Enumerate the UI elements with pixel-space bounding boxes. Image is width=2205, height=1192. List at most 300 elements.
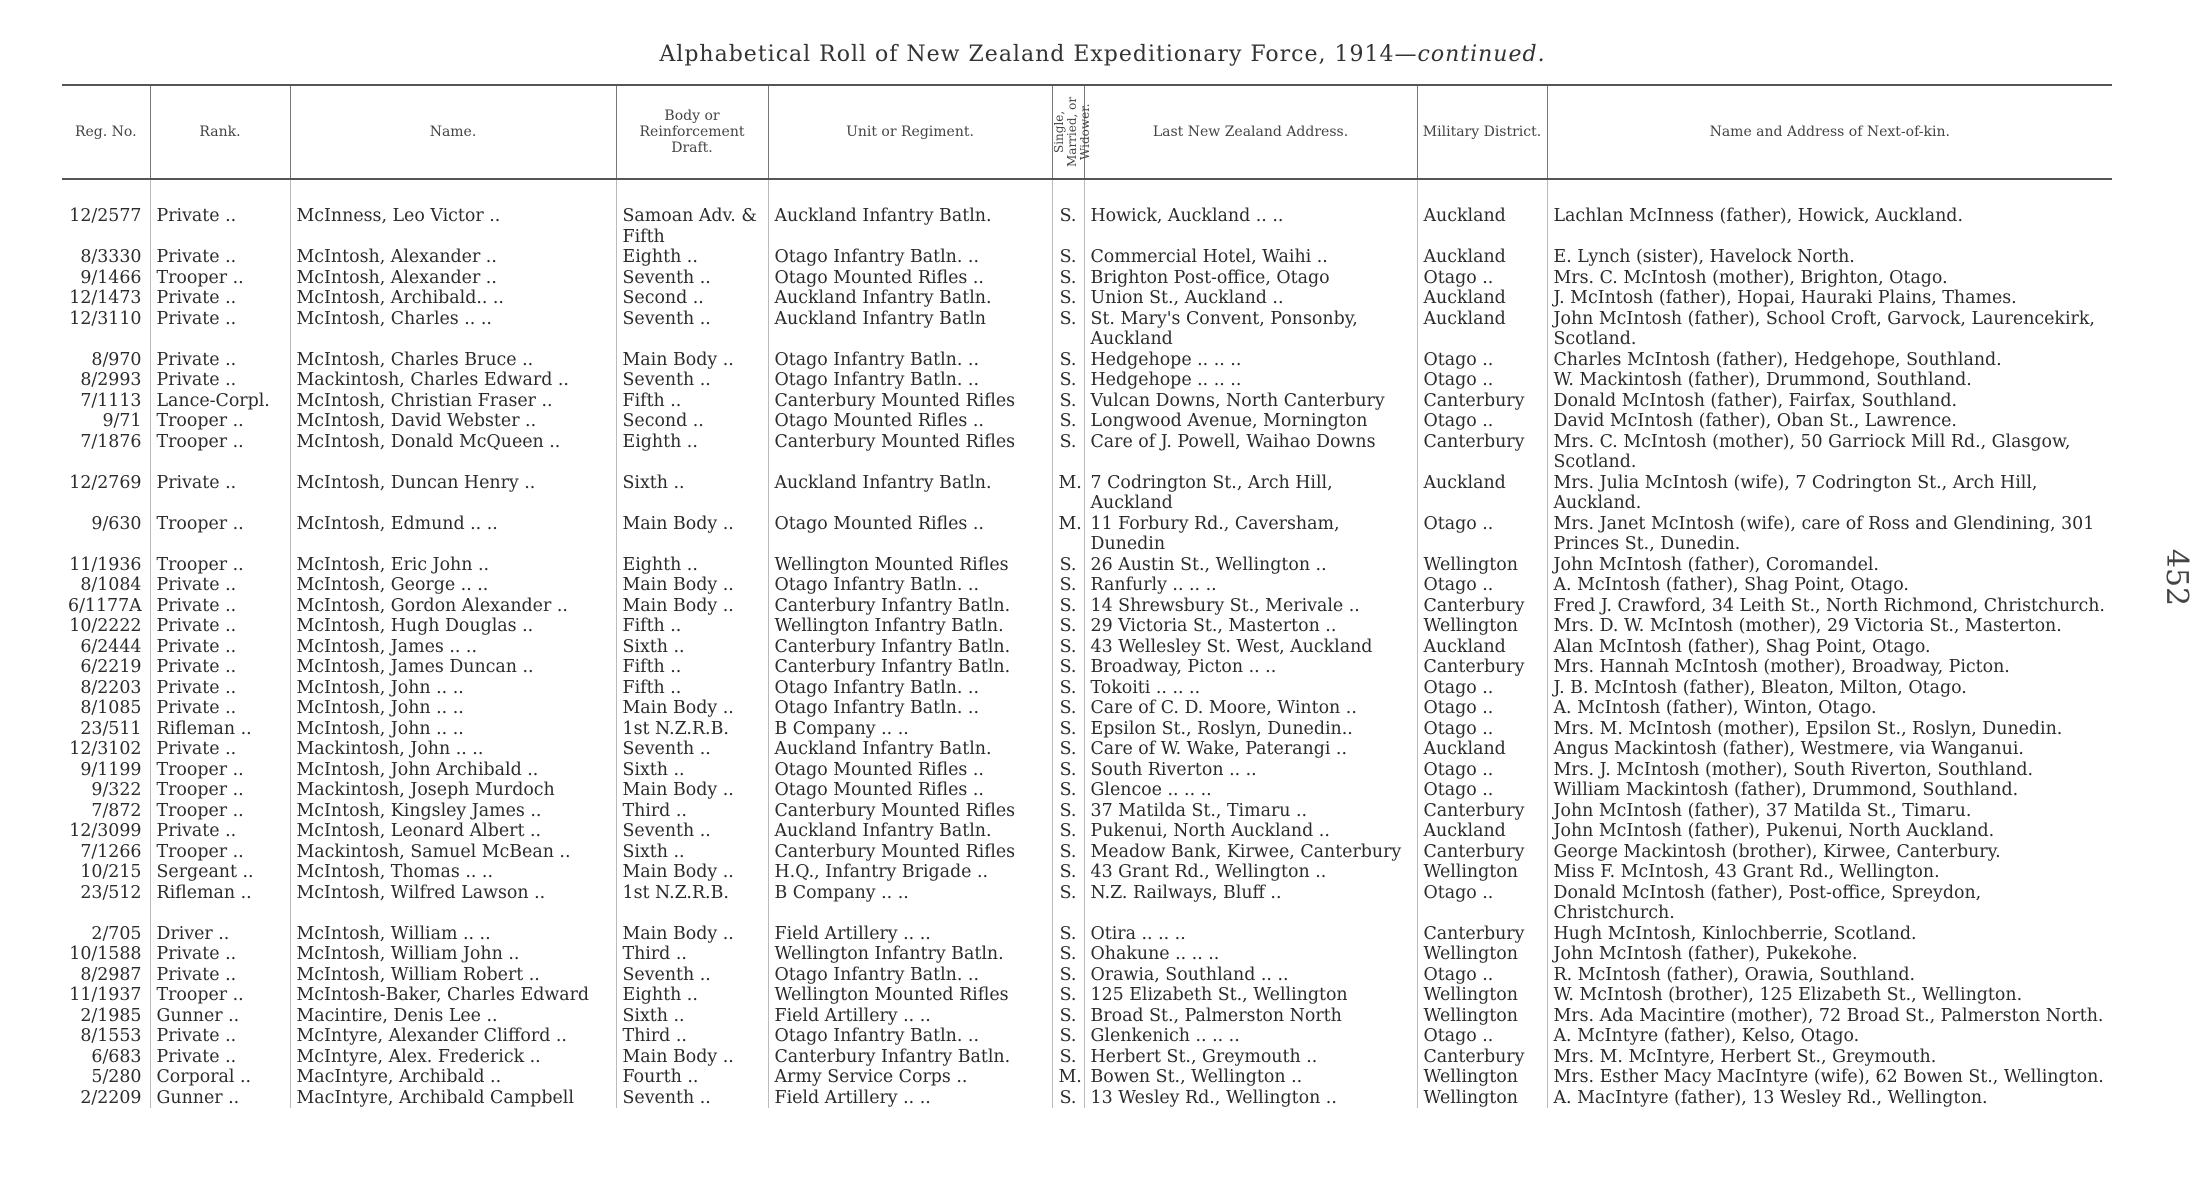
title-main: Alphabetical Roll of New Zealand Expeditionary Force, 1914— — [659, 42, 1418, 67]
cell-next-of-kin: W. McIntosh (brother), 125 Elizabeth St., Wellington. — [1547, 985, 2112, 1006]
cell-draft: Main Body .. — [616, 514, 768, 555]
header-name: Name. — [290, 85, 616, 179]
roll-table — [62, 84, 2112, 1108]
cell-district: Otago .. — [1417, 350, 1547, 371]
cell-reg-no: 6/683 — [91, 1046, 142, 1067]
cell-name: McIntosh, Archibald.. .. — [290, 288, 616, 309]
cell-address: Pukenui, North Auckland .. — [1084, 821, 1417, 842]
roll-body — [62, 179, 2112, 1108]
table-row — [62, 1067, 2112, 1088]
cell-marital: S. — [1052, 247, 1084, 268]
cell-district: Canterbury — [1417, 801, 1547, 822]
cell-reg-no: 5/280 — [91, 1067, 142, 1087]
cell-marital: S. — [1052, 596, 1084, 617]
cell-marital: S. — [1052, 1026, 1084, 1047]
table-row — [62, 370, 2112, 391]
cell-unit: Otago Infantry Batln. .. — [768, 1026, 1052, 1047]
cell-reg-no: 8/2987 — [80, 964, 142, 985]
cell-draft: Eighth .. — [616, 985, 768, 1006]
cell-name: Macintire, Denis Lee .. — [290, 1006, 616, 1027]
cell-marital: S. — [1052, 944, 1084, 965]
table-row — [62, 247, 2112, 268]
cell-marital: S. — [1052, 821, 1084, 842]
cell-draft: Third .. — [616, 944, 768, 965]
cell-address: Union St., Auckland .. — [1084, 288, 1417, 309]
cell-address: 37 Matilda St., Timaru .. — [1084, 801, 1417, 822]
cell-rank: Private .. — [150, 350, 290, 371]
cell-unit: Otago Infantry Batln. .. — [768, 965, 1052, 986]
cell-marital: S. — [1052, 288, 1084, 309]
cell-name: McIntosh, Alexander .. — [290, 268, 616, 289]
cell-unit: Canterbury Mounted Rifles — [768, 842, 1052, 863]
table-row — [62, 309, 2112, 350]
cell-name: McIntosh, William John .. — [290, 944, 616, 965]
cell-draft: Main Body .. — [616, 596, 768, 617]
cell-unit: Canterbury Mounted Rifles — [768, 801, 1052, 822]
cell-marital: S. — [1052, 268, 1084, 289]
cell-next-of-kin: A. MacIntyre (father), 13 Wesley Rd., Wellington. — [1547, 1088, 2112, 1109]
cell-next-of-kin: William Mackintosh (father), Drummond, Southland. — [1547, 780, 2112, 801]
cell-marital: S. — [1052, 309, 1084, 350]
cell-rank: Trooper .. — [150, 801, 290, 822]
cell-next-of-kin: Mrs. Janet McIntosh (wife), care of Ross and Glendining, 301 Princes St., Dunedin. — [1547, 514, 2112, 555]
cell-reg-no: 8/1553 — [80, 1026, 142, 1046]
table-row — [62, 350, 2112, 371]
cell-marital: S. — [1052, 575, 1084, 596]
cell-draft: Fifth .. — [616, 616, 768, 637]
cell-reg-no: 8/3330 — [80, 247, 142, 267]
cell-marital: S. — [1052, 637, 1084, 658]
table-row — [62, 965, 2112, 986]
cell-rank: Private .. — [150, 698, 290, 719]
cell-rank: Rifleman .. — [150, 719, 290, 740]
cell-draft: Fifth .. — [616, 391, 768, 412]
cell-next-of-kin: A. McIntyre (father), Kelso, Otago. — [1547, 1026, 2112, 1047]
cell-draft: Main Body .. — [616, 780, 768, 801]
cell-address: Meadow Bank, Kirwee, Canterbury — [1084, 842, 1417, 863]
cell-draft: Fifth .. — [616, 657, 768, 678]
cell-next-of-kin: Alan McIntosh (father), Shag Point, Otago. — [1547, 637, 2112, 658]
cell-name: McIntosh, Thomas .. .. — [290, 862, 616, 883]
table-row — [62, 596, 2112, 617]
cell-unit: Auckland Infantry Batln. — [768, 473, 1052, 514]
cell-rank: Private .. — [150, 596, 290, 617]
cell-address: 14 Shrewsbury St., Merivale .. — [1084, 596, 1417, 617]
cell-next-of-kin: Mrs. C. McIntosh (mother), Brighton, Otago. — [1547, 268, 2112, 289]
cell-name: McIntosh, Charles .. .. — [290, 309, 616, 350]
cell-draft: Eighth .. — [616, 432, 768, 473]
cell-next-of-kin: Mrs. D. W. McIntosh (mother), 29 Victoria St., Masterton. — [1547, 616, 2112, 637]
cell-unit: Otago Mounted Rifles .. — [768, 268, 1052, 289]
cell-name: Mackintosh, Joseph Murdoch — [290, 780, 616, 801]
cell-marital: S. — [1052, 801, 1084, 822]
table-row — [62, 1088, 2112, 1109]
cell-draft: Third .. — [616, 801, 768, 822]
cell-draft: Sixth .. — [616, 473, 768, 514]
header-draft: Body or Reinforcement Draft. — [616, 85, 768, 179]
cell-unit: Canterbury Mounted Rifles — [768, 391, 1052, 412]
cell-marital: S. — [1052, 719, 1084, 740]
header-marital — [1051, 85, 1092, 179]
cell-address: Vulcan Downs, North Canterbury — [1084, 391, 1417, 412]
table-row — [62, 698, 2112, 719]
table-row — [62, 801, 2112, 822]
table-row — [62, 944, 2112, 965]
cell-unit: Wellington Mounted Rifles — [768, 985, 1052, 1006]
cell-district: Wellington — [1417, 1088, 1547, 1109]
cell-rank: Private .. — [150, 206, 290, 247]
cell-unit: Army Service Corps .. — [768, 1067, 1052, 1088]
cell-reg-no: 12/3110 — [69, 308, 142, 329]
cell-draft: Seventh .. — [616, 821, 768, 842]
cell-draft: Seventh .. — [616, 739, 768, 760]
cell-draft: Eighth .. — [616, 555, 768, 576]
cell-next-of-kin: Mrs. M. McIntyre, Herbert St., Greymouth. — [1547, 1047, 2112, 1068]
cell-district: Wellington — [1417, 616, 1547, 637]
cell-address: Orawia, Southland .. .. — [1084, 965, 1417, 986]
cell-rank: Private .. — [150, 1047, 290, 1068]
table-row — [62, 432, 2112, 473]
cell-draft: 1st N.Z.R.B. — [616, 719, 768, 740]
cell-rank: Private .. — [150, 616, 290, 637]
cell-name: McIntosh, James Duncan .. — [290, 657, 616, 678]
cell-marital: S. — [1052, 555, 1084, 576]
cell-district: Canterbury — [1417, 391, 1547, 412]
cell-district: Auckland — [1417, 739, 1547, 760]
cell-rank: Trooper .. — [150, 432, 290, 473]
cell-next-of-kin: Mrs. Ada Macintire (mother), 72 Broad St., Palmerston North. — [1547, 1006, 2112, 1027]
cell-rank: Private .. — [150, 739, 290, 760]
cell-draft: Sixth .. — [616, 637, 768, 658]
cell-marital: S. — [1052, 657, 1084, 678]
cell-reg-no: 7/1876 — [80, 431, 142, 452]
cell-next-of-kin: Lachlan McInness (father), Howick, Auckland. — [1547, 206, 2112, 247]
cell-draft: Third .. — [616, 1026, 768, 1047]
cell-name: McIntosh, John .. .. — [290, 678, 616, 699]
cell-marital: S. — [1052, 350, 1084, 371]
cell-unit: Wellington Infantry Batln. — [768, 944, 1052, 965]
cell-marital: S. — [1052, 965, 1084, 986]
cell-reg-no: 7/1266 — [80, 841, 142, 862]
cell-district: Wellington — [1417, 985, 1547, 1006]
table-row — [62, 657, 2112, 678]
cell-next-of-kin: Donald McIntosh (father), Post-office, Spreydon, Christchurch. — [1547, 883, 2112, 924]
cell-reg-no: 8/2993 — [80, 370, 142, 390]
cell-unit: Canterbury Infantry Batln. — [768, 596, 1052, 617]
cell-address: 43 Grant Rd., Wellington .. — [1084, 862, 1417, 883]
cell-rank: Trooper .. — [150, 985, 290, 1006]
table-row — [62, 739, 2112, 760]
cell-unit: Auckland Infantry Batln — [768, 309, 1052, 350]
cell-unit: Field Artillery .. .. — [768, 1006, 1052, 1027]
cell-address: Herbert St., Greymouth .. — [1084, 1047, 1417, 1068]
cell-district: Otago .. — [1417, 1026, 1547, 1047]
cell-unit: Auckland Infantry Batln. — [768, 739, 1052, 760]
cell-name: McIntyre, Alexander Clifford .. — [290, 1026, 616, 1047]
cell-address: 26 Austin St., Wellington .. — [1084, 555, 1417, 576]
cell-rank: Private .. — [150, 965, 290, 986]
cell-address: Bowen St., Wellington .. — [1084, 1067, 1417, 1088]
cell-unit: Wellington Infantry Batln. — [768, 616, 1052, 637]
cell-draft: Samoan Adv. & Fifth — [616, 206, 768, 247]
cell-reg-no: 12/1473 — [69, 288, 142, 308]
cell-unit: Canterbury Mounted Rifles — [768, 432, 1052, 473]
cell-unit: B Company .. .. — [768, 719, 1052, 740]
cell-unit: Auckland Infantry Batln. — [768, 206, 1052, 247]
cell-rank: Private .. — [150, 575, 290, 596]
table-row — [62, 268, 2112, 289]
cell-address: South Riverton .. .. — [1084, 760, 1417, 781]
cell-rank: Private .. — [150, 944, 290, 965]
cell-name: McIntosh, Charles Bruce .. — [290, 350, 616, 371]
cell-unit: Otago Mounted Rifles .. — [768, 514, 1052, 555]
cell-district: Canterbury — [1417, 924, 1547, 945]
cell-unit: Wellington Mounted Rifles — [768, 555, 1052, 576]
cell-name: McIntosh, Donald McQueen .. — [290, 432, 616, 473]
cell-draft: Fifth .. — [616, 678, 768, 699]
cell-name: McInness, Leo Victor .. — [290, 206, 616, 247]
cell-draft: Seventh .. — [616, 309, 768, 350]
cell-district: Otago .. — [1417, 370, 1547, 391]
cell-address: Commercial Hotel, Waihi .. — [1084, 247, 1417, 268]
cell-address: Care of J. Powell, Waihao Downs — [1084, 432, 1417, 473]
table-row — [62, 1026, 2112, 1047]
header-rank: Rank. — [150, 85, 290, 179]
cell-draft: Sixth .. — [616, 760, 768, 781]
cell-marital: S. — [1052, 616, 1084, 637]
cell-unit: Otago Infantry Batln. .. — [768, 678, 1052, 699]
cell-marital: S. — [1052, 862, 1084, 883]
cell-address: 7 Codrington St., Arch Hill, Auckland — [1084, 473, 1417, 514]
cell-address: Brighton Post-office, Otago — [1084, 268, 1417, 289]
table-row — [62, 206, 2112, 247]
cell-next-of-kin: Mrs. M. McIntosh (mother), Epsilon St., Roslyn, Dunedin. — [1547, 719, 2112, 740]
cell-next-of-kin: John McIntosh (father), 37 Matilda St., Timaru. — [1547, 801, 2112, 822]
cell-address: Howick, Auckland .. .. — [1084, 206, 1417, 247]
table-row — [62, 411, 2112, 432]
cell-unit: Auckland Infantry Batln. — [768, 288, 1052, 309]
cell-reg-no: 12/3102 — [69, 739, 142, 759]
cell-draft: Main Body .. — [616, 924, 768, 945]
cell-next-of-kin: John McIntosh (father), Pukekohe. — [1547, 944, 2112, 965]
table-row — [62, 288, 2112, 309]
cell-next-of-kin: Mrs. C. McIntosh (mother), 50 Garriock Mill Rd., Glasgow, Scotland. — [1547, 432, 2112, 473]
cell-unit: Otago Infantry Batln. .. — [768, 370, 1052, 391]
cell-marital: S. — [1052, 1047, 1084, 1068]
cell-reg-no: 9/322 — [91, 780, 142, 800]
cell-name: McIntosh, Wilfred Lawson .. — [290, 883, 616, 924]
cell-marital: S. — [1052, 985, 1084, 1006]
cell-unit: Otago Mounted Rifles .. — [768, 411, 1052, 432]
cell-address: St. Mary's Convent, Ponsonby, Auckland — [1084, 309, 1417, 350]
cell-next-of-kin: W. Mackintosh (father), Drummond, Southland. — [1547, 370, 2112, 391]
table-row — [62, 821, 2112, 842]
cell-name: McIntosh, George .. .. — [290, 575, 616, 596]
cell-rank: Trooper .. — [150, 780, 290, 801]
cell-reg-no: 11/1937 — [69, 985, 142, 1005]
cell-next-of-kin: Mrs. J. McIntosh (mother), South Riverton, Southland. — [1547, 760, 2112, 781]
table-row — [62, 883, 2112, 924]
cell-district: Otago .. — [1417, 719, 1547, 740]
cell-rank: Sergeant .. — [150, 862, 290, 883]
table-row — [62, 473, 2112, 514]
cell-name: McIntosh, Leonard Albert .. — [290, 821, 616, 842]
cell-district: Auckland — [1417, 288, 1547, 309]
cell-rank: Private .. — [150, 821, 290, 842]
cell-address: Otira .. .. .. — [1084, 924, 1417, 945]
cell-name: McIntosh, Duncan Henry .. — [290, 473, 616, 514]
cell-reg-no: 23/511 — [80, 718, 142, 739]
table-row — [62, 391, 2112, 412]
cell-district: Auckland — [1417, 247, 1547, 268]
cell-draft: Sixth .. — [616, 1006, 768, 1027]
cell-rank: Trooper .. — [150, 842, 290, 863]
header-row — [62, 85, 2112, 179]
cell-address: Hedgehope .. .. .. — [1084, 350, 1417, 371]
cell-unit: Otago Mounted Rifles .. — [768, 760, 1052, 781]
cell-draft: Seventh .. — [616, 965, 768, 986]
cell-draft: Seventh .. — [616, 370, 768, 391]
cell-address: Longwood Avenue, Mornington — [1084, 411, 1417, 432]
cell-address: N.Z. Railways, Bluff .. — [1084, 883, 1417, 924]
table-row — [62, 924, 2112, 945]
header-reg-no: Reg. No. — [62, 85, 150, 179]
cell-district: Wellington — [1417, 1067, 1547, 1088]
cell-draft: Seventh .. — [616, 1088, 768, 1109]
cell-name: McIntosh, Edmund .. .. — [290, 514, 616, 555]
table-row — [62, 719, 2112, 740]
cell-reg-no: 9/1466 — [80, 267, 142, 288]
cell-unit: H.Q., Infantry Brigade .. — [768, 862, 1052, 883]
cell-address: 11 Forbury Rd., Caversham, Dunedin — [1084, 514, 1417, 555]
cell-unit: Otago Infantry Batln. .. — [768, 350, 1052, 371]
cell-marital: S. — [1052, 883, 1084, 924]
cell-name: McIntosh, David Webster .. — [290, 411, 616, 432]
cell-unit: B Company .. .. — [768, 883, 1052, 924]
cell-reg-no: 10/2222 — [69, 616, 142, 636]
cell-marital: S. — [1052, 739, 1084, 760]
cell-district: Wellington — [1417, 862, 1547, 883]
cell-next-of-kin: John McIntosh (father), School Croft, Garvock, Laurencekirk, Scotland. — [1547, 309, 2112, 350]
cell-district: Auckland — [1417, 637, 1547, 658]
title-continued: continued. — [1417, 42, 1546, 67]
cell-draft: Main Body .. — [616, 575, 768, 596]
cell-rank: Private .. — [150, 370, 290, 391]
cell-reg-no: 12/2577 — [69, 206, 142, 226]
cell-district: Wellington — [1417, 1006, 1547, 1027]
cell-name: McIntosh, Hugh Douglas .. — [290, 616, 616, 637]
cell-rank: Trooper .. — [150, 514, 290, 555]
cell-name: Mackintosh, Samuel McBean .. — [290, 842, 616, 863]
cell-unit: Canterbury Infantry Batln. — [768, 657, 1052, 678]
cell-marital: S. — [1052, 678, 1084, 699]
cell-unit: Otago Infantry Batln. .. — [768, 247, 1052, 268]
cell-reg-no: 8/970 — [91, 349, 142, 370]
cell-rank: Driver .. — [150, 924, 290, 945]
cell-next-of-kin: George Mackintosh (brother), Kirwee, Canterbury. — [1547, 842, 2112, 863]
cell-district: Canterbury — [1417, 596, 1547, 617]
cell-draft: 1st N.Z.R.B. — [616, 883, 768, 924]
cell-district: Otago .. — [1417, 411, 1547, 432]
cell-marital: S. — [1052, 698, 1084, 719]
cell-marital: M. — [1052, 1067, 1084, 1088]
cell-rank: Private .. — [150, 309, 290, 350]
cell-name: McIntosh, Gordon Alexander .. — [290, 596, 616, 617]
cell-reg-no: 2/1985 — [80, 1005, 142, 1026]
cell-next-of-kin: J. B. McIntosh (father), Bleaton, Milton, Otago. — [1547, 678, 2112, 699]
cell-unit: Auckland Infantry Batln. — [768, 821, 1052, 842]
cell-reg-no: 2/2209 — [80, 1087, 142, 1108]
cell-reg-no: 6/2219 — [80, 657, 142, 677]
cell-reg-no: 12/3099 — [69, 821, 142, 841]
cell-draft: Main Body .. — [616, 1047, 768, 1068]
cell-reg-no: 23/512 — [80, 882, 142, 903]
cell-next-of-kin: John McIntosh (father), Coromandel. — [1547, 555, 2112, 576]
table-row — [62, 678, 2112, 699]
cell-next-of-kin: David McIntosh (father), Oban St., Lawrence. — [1547, 411, 2112, 432]
cell-draft: Second .. — [616, 411, 768, 432]
cell-marital: M. — [1052, 473, 1084, 514]
cell-district: Canterbury — [1417, 1047, 1547, 1068]
cell-reg-no: 8/1084 — [80, 575, 142, 595]
cell-draft: Seventh .. — [616, 268, 768, 289]
cell-name: McIntosh, Alexander .. — [290, 247, 616, 268]
table-row — [62, 1006, 2112, 1027]
cell-draft: Sixth .. — [616, 842, 768, 863]
cell-draft: Eighth .. — [616, 247, 768, 268]
table-row — [62, 842, 2112, 863]
cell-marital: S. — [1052, 1006, 1084, 1027]
cell-district: Wellington — [1417, 555, 1547, 576]
cell-marital: S. — [1052, 391, 1084, 412]
cell-district: Otago .. — [1417, 575, 1547, 596]
cell-reg-no: 8/1085 — [80, 698, 142, 718]
cell-rank: Private .. — [150, 657, 290, 678]
cell-address: Hedgehope .. .. .. — [1084, 370, 1417, 391]
cell-address: Broadway, Picton .. .. — [1084, 657, 1417, 678]
cell-marital: S. — [1052, 411, 1084, 432]
cell-district: Otago .. — [1417, 268, 1547, 289]
cell-reg-no: 6/2444 — [80, 636, 142, 657]
cell-rank: Trooper .. — [150, 411, 290, 432]
cell-next-of-kin: Mrs. Esther Macy MacIntyre (wife), 62 Bowen St., Wellington. — [1547, 1067, 2112, 1088]
cell-district: Auckland — [1417, 206, 1547, 247]
cell-next-of-kin: Fred J. Crawford, 34 Leith St., North Richmond, Christchurch. — [1547, 596, 2112, 617]
cell-rank: Rifleman .. — [150, 883, 290, 924]
cell-draft: Main Body .. — [616, 862, 768, 883]
cell-marital: S. — [1052, 780, 1084, 801]
cell-reg-no: 10/1588 — [69, 944, 142, 964]
cell-unit: Field Artillery .. .. — [768, 1088, 1052, 1109]
cell-name: McIntosh, Kingsley James .. — [290, 801, 616, 822]
cell-unit: Otago Infantry Batln. .. — [768, 575, 1052, 596]
cell-rank: Trooper .. — [150, 760, 290, 781]
header-next-of-kin: Name and Address of Next-of-kin. — [1547, 85, 2112, 179]
cell-next-of-kin: Mrs. Hannah McIntosh (mother), Broadway, Picton. — [1547, 657, 2112, 678]
cell-next-of-kin: Donald McIntosh (father), Fairfax, Southland. — [1547, 391, 2112, 412]
table-row — [62, 575, 2112, 596]
table-row — [62, 1047, 2112, 1068]
cell-district: Auckland — [1417, 821, 1547, 842]
cell-district: Wellington — [1417, 944, 1547, 965]
cell-name: Mackintosh, John .. .. — [290, 739, 616, 760]
cell-next-of-kin: J. McIntosh (father), Hopai, Hauraki Plains, Thames. — [1547, 288, 2112, 309]
cell-district: Auckland — [1417, 309, 1547, 350]
cell-district: Canterbury — [1417, 842, 1547, 863]
table-row — [62, 760, 2112, 781]
cell-name: McIntyre, Alex. Frederick .. — [290, 1047, 616, 1068]
cell-district: Otago .. — [1417, 698, 1547, 719]
